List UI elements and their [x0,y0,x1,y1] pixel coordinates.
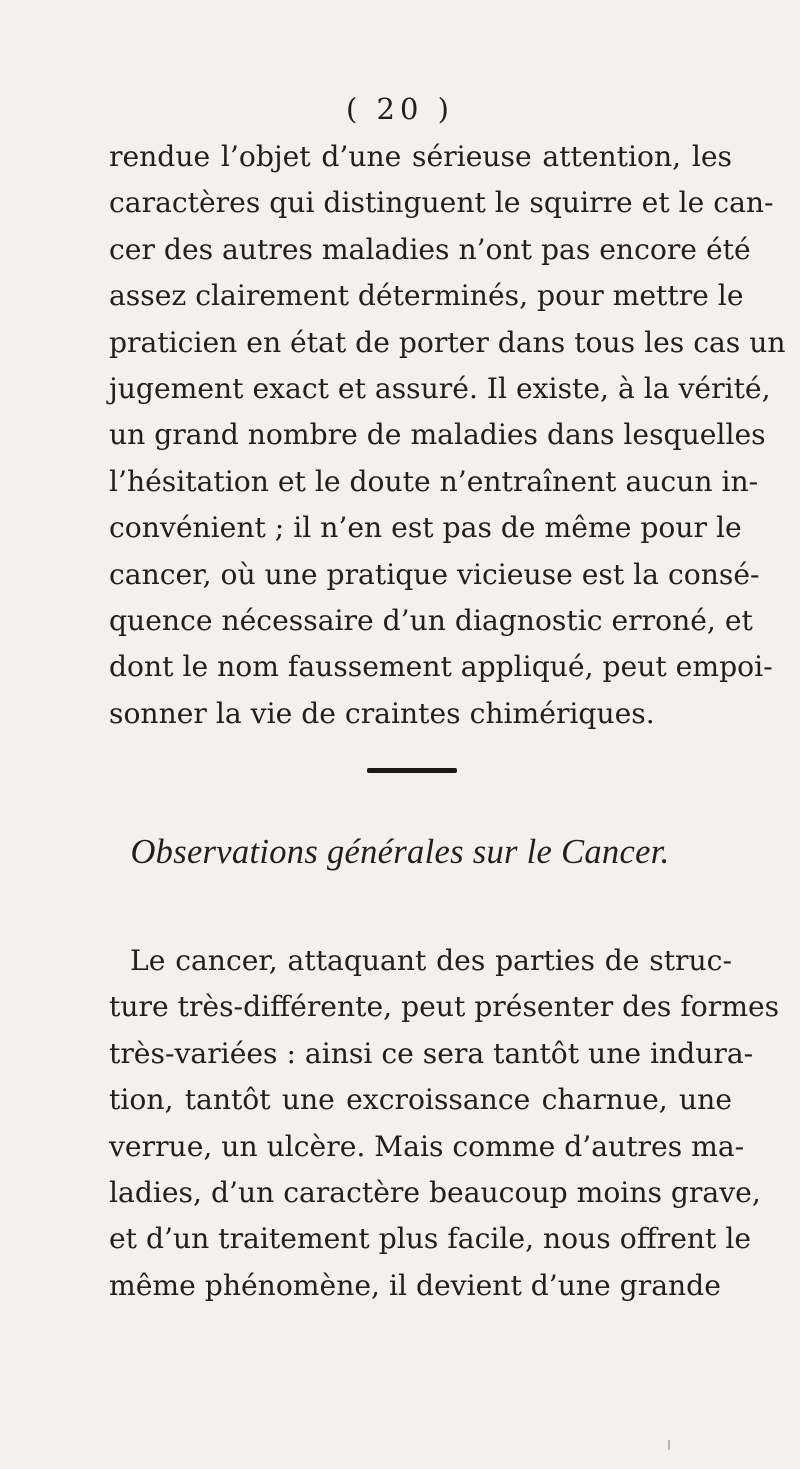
text-line: cancer, où une pratique vicieuse est la consé- [109,557,760,591]
text-line: cer des autres maladies n’ont pas encore été [109,232,751,266]
text-line: caractères qui distinguent le squirre et le can- [109,186,774,220]
text-line: l’hésitation et le doute n’entraînent aucun in- [109,464,759,498]
text-line: rendue l’objet d’une sérieuse attention, les [109,140,732,173]
text-line: jugement exact et assuré. Il existe, à la vérité, [109,372,771,406]
paper-speck [668,1440,670,1450]
text-line: convénient ; il n’en est pas de même pour le [109,511,742,545]
text-line: très-variées : ainsi ce sera tantôt une indura- [109,1036,754,1070]
text-line: praticien en état de porter dans tous les cas un [109,325,786,359]
section-divider [367,768,457,773]
text-line: verrue, un ulcère. Mais comme d’autres ma- [109,1129,745,1163]
paragraph-1 [109,134,786,737]
section-heading: Observations générales sur le Cancer. [130,833,670,871]
text-line: Le cancer, attaquant des parties de struc- [130,944,732,977]
text-line: dont le nom faussement appliqué, peut empoi- [109,650,773,684]
text-line: même phénomène, il devient d’une grande [109,1268,721,1302]
text-line: sonner la vie de craintes chimériques. [109,696,655,730]
text-line: tion, tantôt une excroissance charnue, une [109,1083,732,1117]
page-number: ( 20 ) [346,92,454,126]
text-line: quence nécessaire d’un diagnostic erroné, et [109,604,753,638]
text-line: assez clairement déterminés, pour mettre le [109,279,744,313]
text-line: un grand nombre de maladies dans lesquelles [109,418,766,452]
text-line: ladies, d’un caractère beaucoup moins grave, [109,1176,761,1210]
text-line: et d’un traitement plus facile, nous offrent le [109,1222,752,1256]
text-line: ture très-différente, peut présenter des formes [109,990,780,1024]
paragraph-2 [109,938,780,1309]
